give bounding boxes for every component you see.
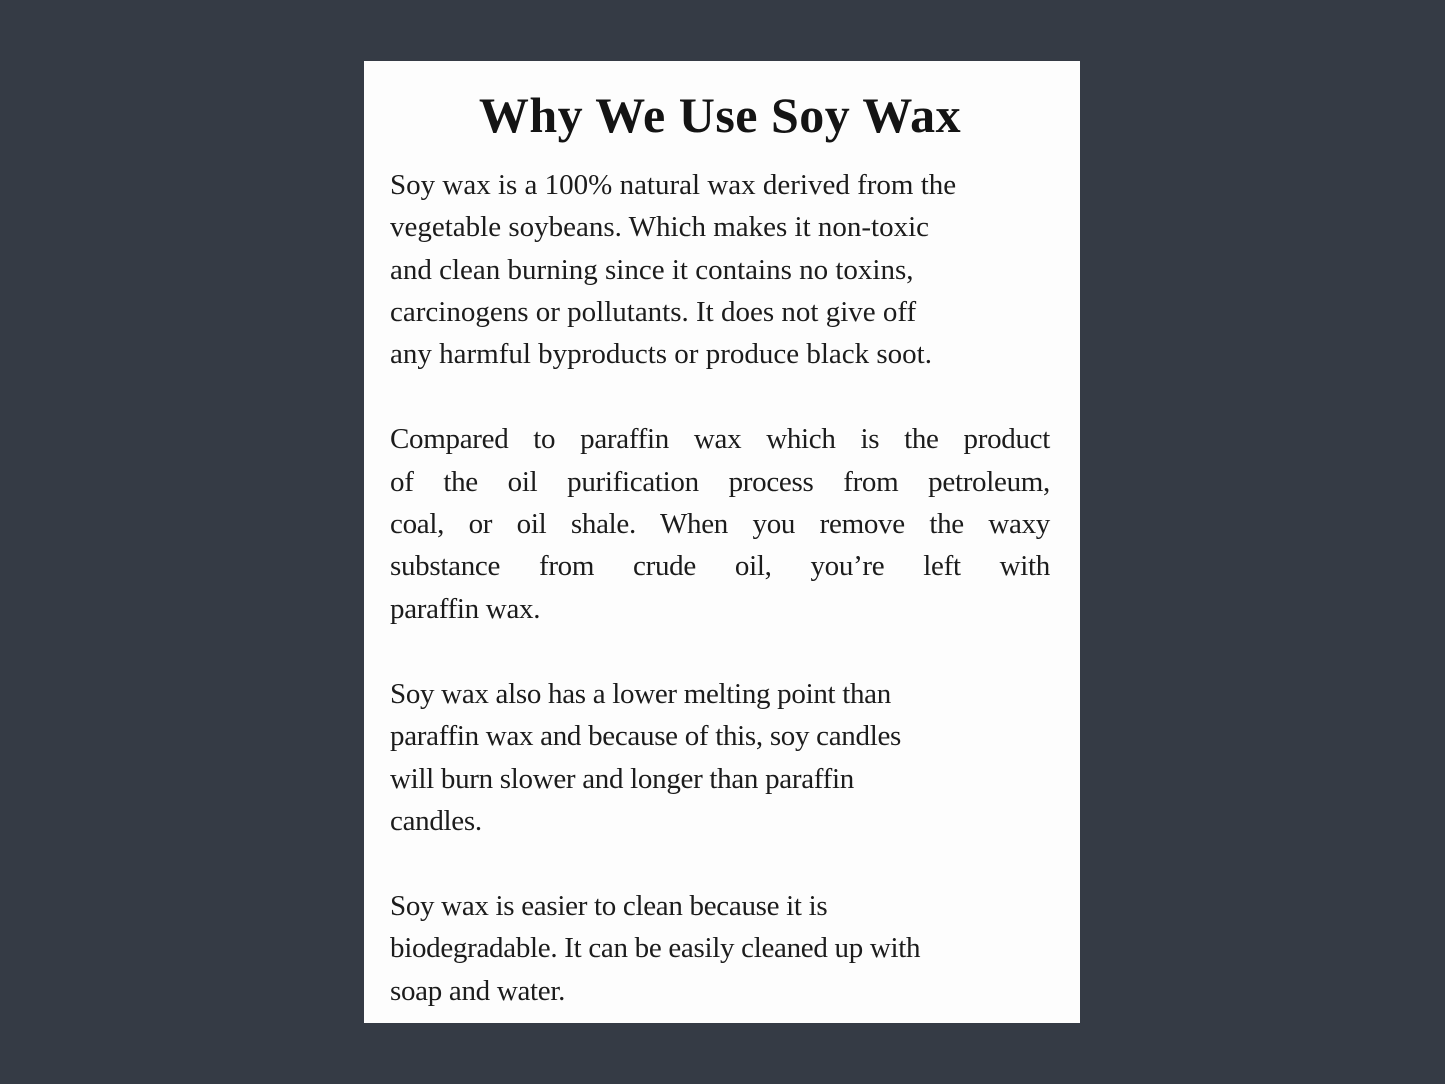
text-line: paraffin wax and because of this, soy candles (390, 720, 902, 753)
text-line: will burn slower and longer than paraffin (390, 762, 854, 795)
text-line: Soy wax is easier to clean because it is (390, 890, 828, 923)
info-card (364, 61, 1080, 1023)
paragraph (390, 164, 1050, 375)
text-line: biodegradable. It can be easily cleaned up with (390, 932, 921, 965)
text-line: coal, or oil shale. When you remove the waxy (390, 508, 1050, 541)
paragraph (390, 885, 1050, 1012)
text-line: candles. (390, 804, 482, 837)
text-line: soap and water. (390, 974, 566, 1007)
paragraph (390, 673, 1050, 842)
text-line: substance from crude oil, you’re left with (390, 550, 1050, 583)
paragraph (390, 418, 1050, 629)
text-line: and clean burning since it contains no toxins, (390, 253, 914, 286)
card-title: Why We Use Soy Wax (478, 87, 962, 143)
text-line: Soy wax also has a lower melting point than (390, 677, 891, 710)
text-line: Soy wax is a 100% natural wax derived from the (390, 169, 957, 201)
text-line: paraffin wax. (390, 592, 541, 625)
text-line: carcinogens or pollutants. It does not give off (390, 295, 917, 328)
text-line: any harmful byproducts or produce black soot. (390, 338, 932, 371)
text-line: vegetable soybeans. Which makes it non-toxic (390, 211, 930, 244)
text-line: of the oil purification process from petroleum, (390, 465, 1050, 498)
text-line: Compared to paraffin wax which is the product (390, 423, 1050, 456)
card-body (390, 164, 1050, 1012)
